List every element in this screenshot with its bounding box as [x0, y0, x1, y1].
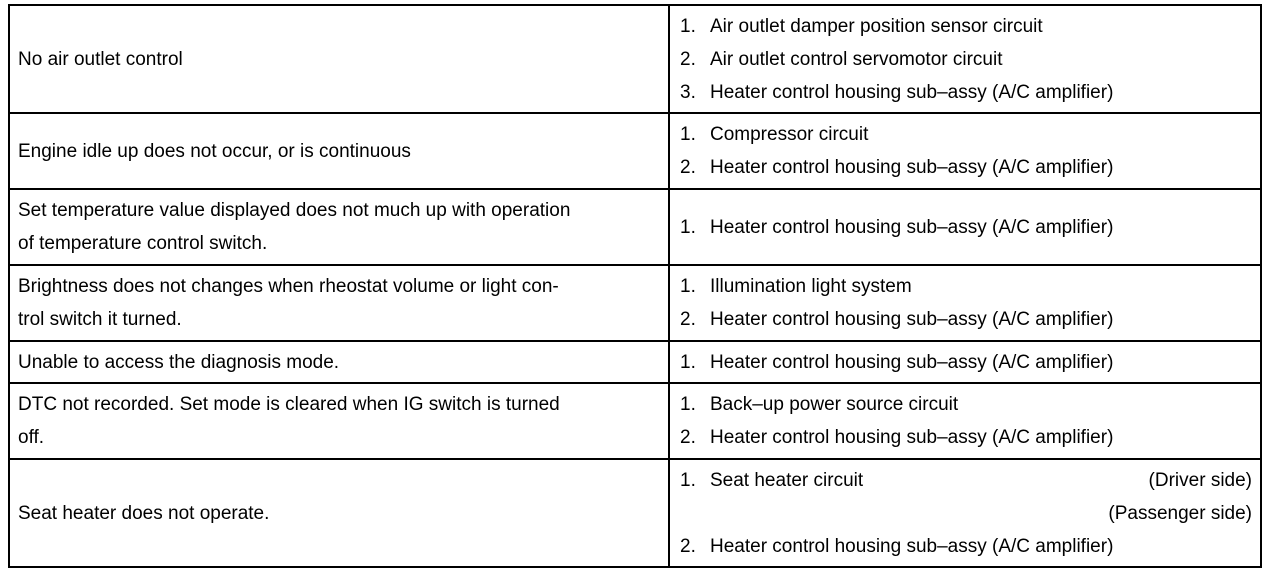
suspect-item	[680, 211, 1252, 244]
suspect-item	[680, 76, 1252, 109]
suspect-item	[680, 10, 1252, 43]
symptom-cell	[9, 189, 669, 265]
suspect-area-cell	[669, 5, 1261, 113]
suspect-item	[680, 421, 1252, 454]
suspect-area-cell	[669, 459, 1261, 567]
symptom-text: Seat heater does not operate.	[18, 502, 270, 524]
symptom-text-line: off.	[18, 427, 45, 448]
item-number: 1.	[680, 469, 696, 491]
symptom-text-line: Brightness does not changes when rheostat volume or light con-	[18, 276, 559, 297]
suspect-item	[680, 388, 1252, 421]
symptom-cell	[9, 5, 669, 113]
symptom-text-line: Set temperature value displayed does not much up with operation	[18, 200, 571, 221]
symptom-text: No air outlet control	[18, 48, 183, 70]
item-number: 1.	[680, 351, 696, 373]
item-text: Back–up power source circuit	[710, 394, 959, 415]
item-number: 3.	[680, 81, 696, 103]
item-number: 2.	[680, 427, 696, 448]
item-number: 1.	[680, 216, 696, 238]
item-text: Heater control housing sub–assy (A/C amplifier)	[710, 309, 1114, 330]
item-text: Seat heater circuit	[710, 469, 864, 491]
table-row	[9, 459, 1261, 567]
symptom-cell	[9, 341, 669, 383]
suspect-item	[680, 303, 1252, 336]
suspect-item	[680, 464, 1252, 497]
item-number: 2.	[680, 157, 696, 178]
table-row	[9, 189, 1261, 265]
item-number: 2.	[680, 309, 696, 330]
item-text: Heater control housing sub–assy (A/C amplifier)	[710, 81, 1114, 103]
symptom-cell	[9, 459, 669, 567]
symptom-text-line: of temperature control switch.	[18, 233, 268, 254]
symptom-text: Unable to access the diagnosis mode.	[18, 351, 340, 373]
suspect-area-cell	[669, 383, 1261, 459]
symptom-cell	[9, 383, 669, 459]
table-row	[9, 5, 1261, 113]
item-text: Air outlet control servomotor circuit	[710, 48, 1003, 70]
item-text: Air outlet damper position sensor circuit	[710, 15, 1043, 37]
suspect-area-cell	[669, 189, 1261, 265]
item-text: Heater control housing sub–assy (A/C amplifier)	[710, 351, 1114, 373]
item-number: 1.	[680, 394, 696, 415]
suspect-item	[680, 151, 1252, 184]
suspect-item	[680, 118, 1252, 151]
symptom-cell	[9, 265, 669, 341]
item-text: Illumination light system	[710, 276, 912, 297]
suspect-item	[680, 346, 1252, 379]
suspect-area-cell	[669, 265, 1261, 341]
suspect-item	[680, 270, 1252, 303]
item-number: 1.	[680, 276, 696, 297]
suspect-area-cell	[669, 113, 1261, 189]
item-number: 2.	[680, 48, 696, 70]
suspect-area-cell	[669, 341, 1261, 383]
table-row	[9, 265, 1261, 341]
side-note: (Driver side)	[1148, 469, 1252, 491]
table-row	[9, 113, 1261, 189]
table-row	[9, 383, 1261, 459]
suspect-item	[680, 530, 1252, 563]
side-note: (Passenger side)	[1108, 502, 1252, 524]
item-number: 2.	[680, 535, 696, 557]
symptom-text-line: trol switch it turned.	[18, 309, 182, 330]
item-number: 1.	[680, 15, 696, 37]
problem-symptoms-table	[8, 4, 1262, 568]
table-row	[9, 341, 1261, 383]
item-text: Heater control housing sub–assy (A/C amplifier)	[710, 157, 1114, 178]
symptom-text: Engine idle up does not occur, or is continuous	[18, 140, 411, 162]
item-number: 1.	[680, 124, 696, 145]
symptom-cell	[9, 113, 669, 189]
item-text: Heater control housing sub–assy (A/C amplifier)	[710, 535, 1114, 557]
item-text: Heater control housing sub–assy (A/C amplifier)	[710, 216, 1114, 238]
suspect-item	[680, 43, 1252, 76]
item-text: Compressor circuit	[710, 124, 869, 145]
symptom-text-line: DTC not recorded. Set mode is cleared when IG switch is turned	[18, 394, 560, 415]
item-text: Heater control housing sub–assy (A/C amplifier)	[710, 427, 1114, 448]
